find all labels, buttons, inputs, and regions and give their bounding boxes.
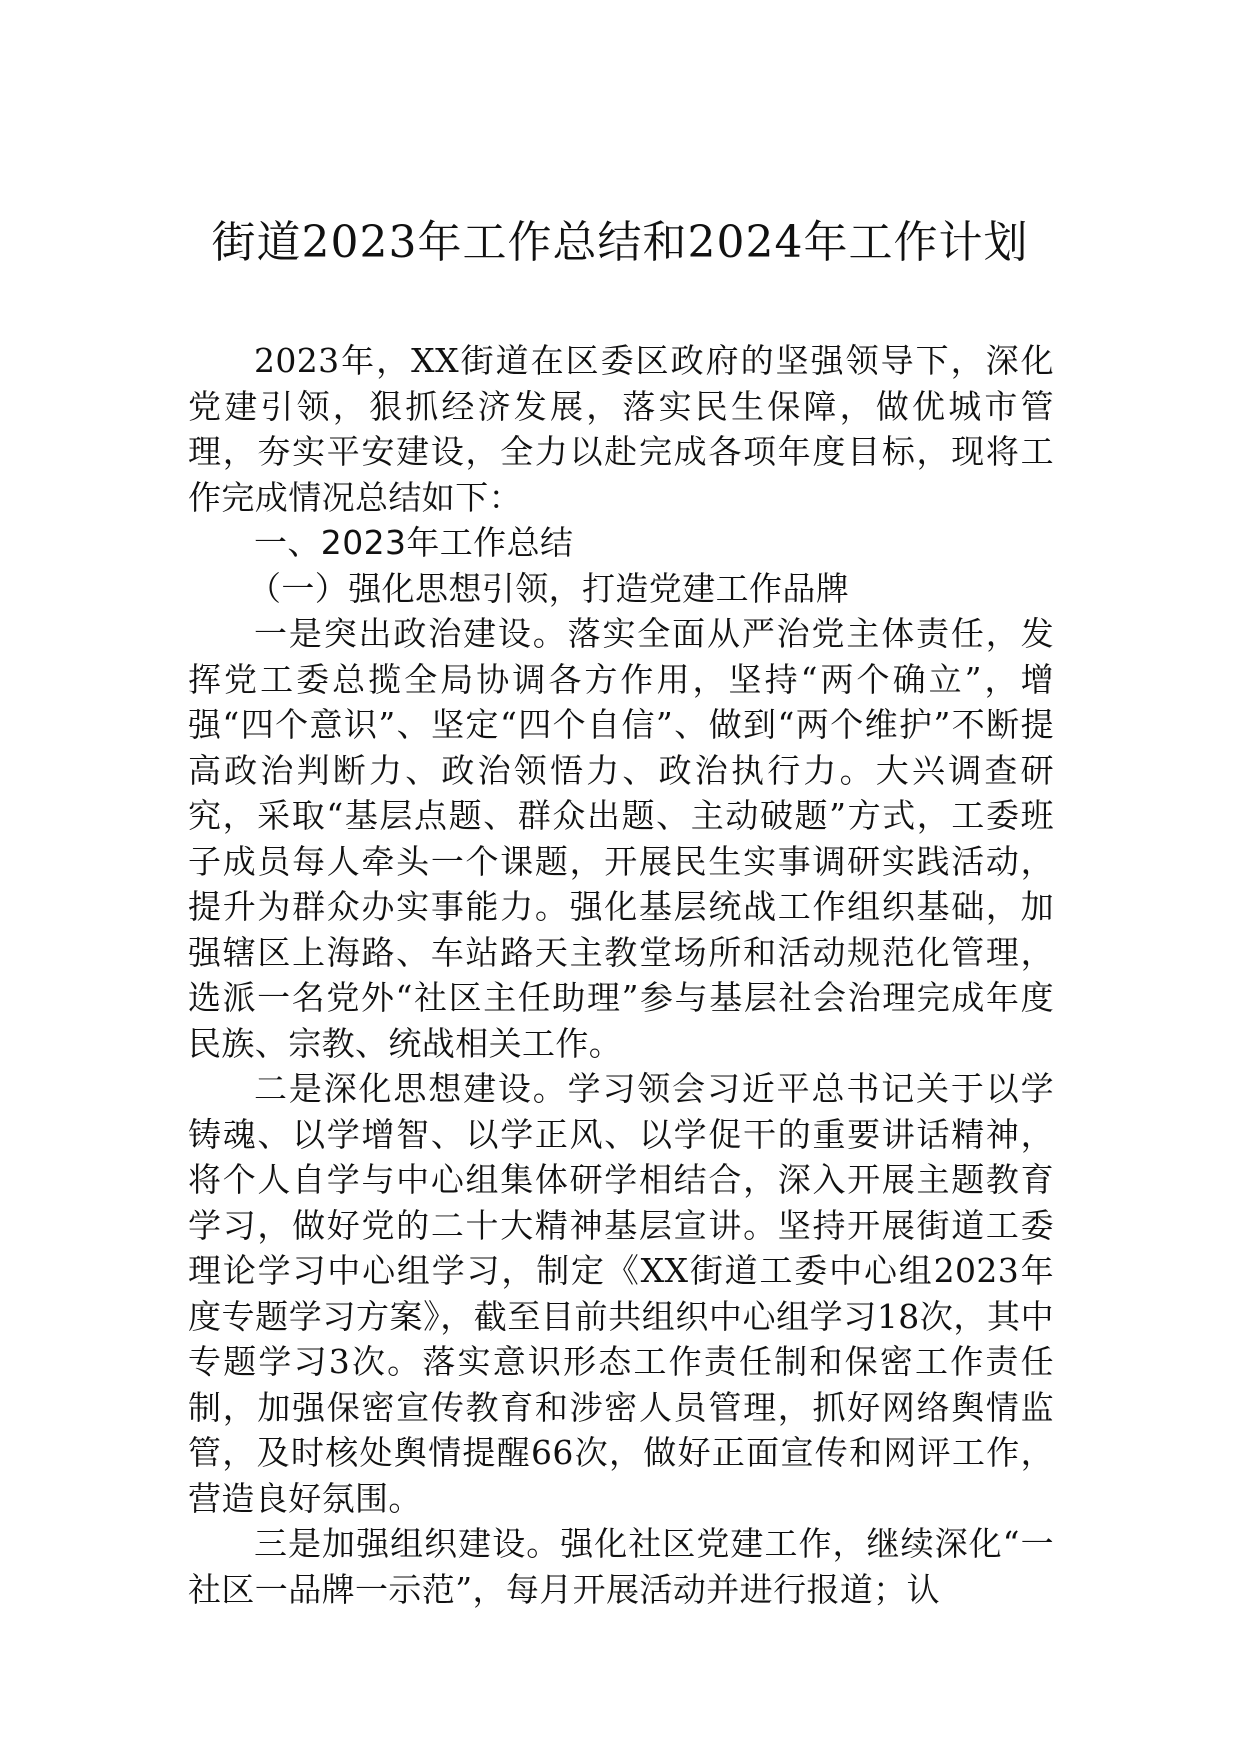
subsection-heading: （一）强化思想引领，打造党建工作品牌 (248, 568, 850, 608)
body-paragraph-organizational: 三是加强组织建设。强化社区党建工作，继续深化“一社区一品牌一示范”，每月开展活动并进行报道；认 (188, 1524, 1054, 1609)
body-paragraph-ideological: 二是深化思想建设。学习领会习近平总书记关于以学铸魂、以学增智、以学正风、以学促干的重要讲话精神，将个人自学与中心组集体研学相结合，深入开展主题教育学习，做好党的二十大精神基层宣讲。坚持开展街道工委理论学习中心组学习，制定《XX街道工委中心组2023年度专题学习方案》，截至目前共组织中心组学习18次，其中专题学习3次。落实意识形态工作责任制和保密工作责任制，加强保密宣传教育和涉密人员管理，抓好网络舆情监管，及时核处舆情提醒66次，做好正面宣传和网评工作，营造良好氛围。 (188, 1069, 1054, 1518)
intro-paragraph: 2023年，XX街道在区委区政府的坚强领导下，深化党建引领，狠抓经济发展，落实民生保障，做优城市管理，夯实平安建设，全力以赴完成各项年度目标，现将工作完成情况总结如下： (188, 341, 1054, 517)
body-paragraph-political: 一是突出政治建设。落实全面从严治党主体责任，发挥党工委总揽全局协调各方作用，坚持“两个确立”，增强“四个意识”、坚定“四个自信”、做到“两个维护”不断提高政治判断力、政治领悟力、政治执行力。大兴调查研究，采取“基层点题、群众出题、主动破题”方式，工委班子成员每人牵头一个课题，开展民生实事调研实践活动，提升为群众办实事能力。强化基层统战工作组织基础，加强辖区上海路、车站路天主教堂场所和活动规范化管理，选派一名党外“社区主任助理”参与基层社会治理完成年度民族、宗教、统战相关工作。 (188, 614, 1054, 1063)
section-heading: 一、2023年工作总结 (254, 523, 574, 562)
document-title: 街道2023年工作总结和2024年工作计划 (211, 217, 1029, 268)
document-body (188, 338, 1054, 1612)
